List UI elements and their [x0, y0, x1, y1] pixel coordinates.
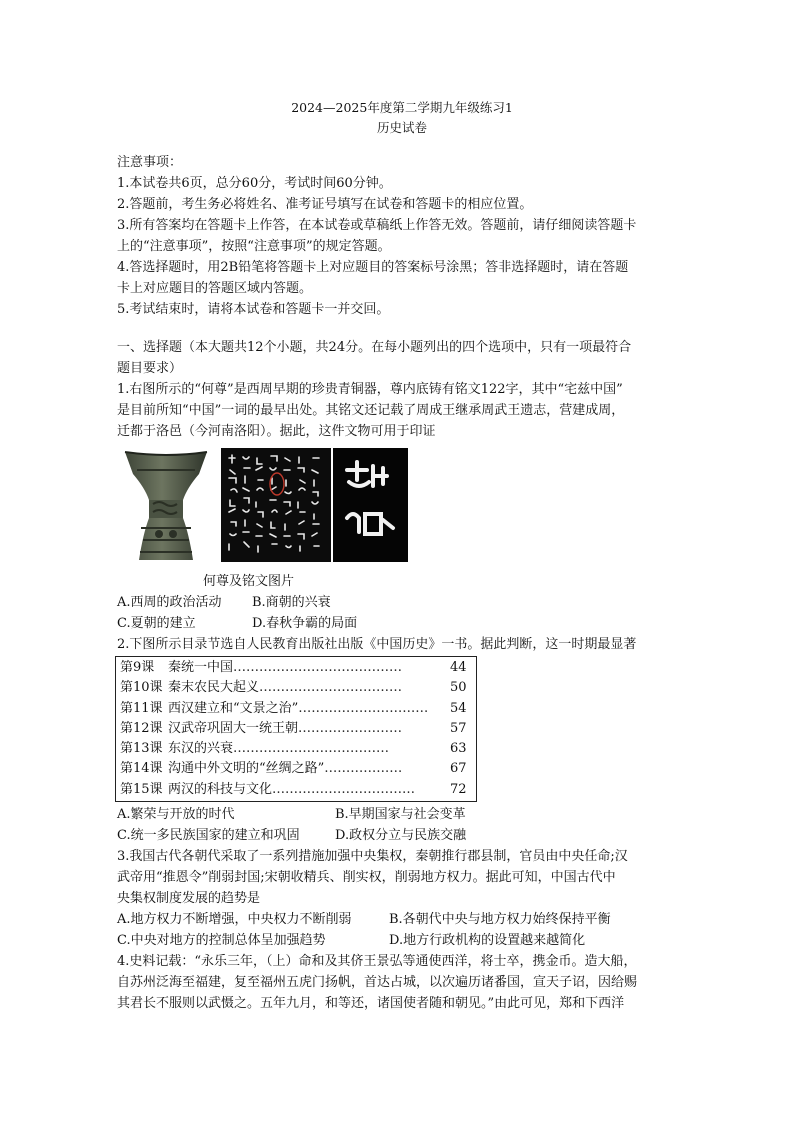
question-4-stem: 自苏州泛海至福建，复至福州五虎门扬帆，首达占城，以次遍历诸番国，宣天子诏，因给赐 [117, 975, 638, 991]
bronze-zun-vessel-image [119, 448, 213, 566]
toc-page: 54 [450, 700, 467, 716]
toc-page: 57 [450, 720, 467, 736]
toc-lesson: 第9课 [120, 660, 155, 675]
question-4-stem: 4.史料记载：“永乐三年，（上）命和及其侪王景弘等通使西洋，将士卒，携金币。造大船， [117, 954, 637, 970]
notice-section [117, 152, 687, 320]
question-3-options [117, 909, 687, 951]
option-c[interactable]: C.中央对地方的控制总体呈加强趋势 [117, 933, 326, 949]
toc-leader: …………………………… [259, 680, 403, 696]
toc-lesson: 第11课 [120, 700, 163, 716]
option-a[interactable]: A.繁荣与开放的时代 [117, 807, 235, 823]
exam-title-line2: 历史试卷 [376, 120, 427, 135]
toc-row [120, 658, 476, 678]
section1-heading-line: 一、选择题（本大题共12个小题，共24分。在每小题列出的四个选项中，只有一项最符合 [117, 340, 632, 355]
notice-line: 1.本试卷共6页，总分60分，考试时间60分钟。 [117, 176, 392, 191]
question-3-stem: 央集权制度发展的趋势是 [117, 891, 261, 907]
option-a[interactable]: A.西周的政治活动 [117, 595, 222, 610]
exam-page [117, 98, 687, 1014]
section1-heading-line: 题目要求） [117, 361, 183, 376]
option-b[interactable]: B.各朝代中央与地方权力始终保持平衡 [389, 912, 611, 928]
toc-leader: ……………………………… [233, 741, 390, 757]
toc-title: 汉武帝巩固大一统王朝 [168, 720, 299, 736]
toc-row [120, 678, 476, 698]
notice-line: 2.答题前，考生务必将姓名、准考证号填写在试卷和答题卡的相应位置。 [117, 197, 533, 212]
option-d[interactable]: D.春秋争霸的局面 [252, 616, 358, 631]
notice-line: 5.考试结束时，请将本试卷和答题卡一并交回。 [117, 302, 390, 317]
notice-line: 4.答选择题时，用2B铅笔将答题卡上对应题目的答案标号涂黑；答非选择题时，请在答题 [117, 260, 629, 275]
inscription-detail-image [333, 448, 408, 562]
toc-row [120, 780, 476, 800]
toc-leader: ………………………… [298, 700, 429, 716]
toc-leader: …………………………… [272, 781, 416, 797]
toc-page: 72 [450, 781, 467, 797]
question-1-options [117, 592, 687, 634]
question-1-stem: 1.右图所示的“何尊”是西周早期的珍贵青铜器，尊内底铸有铭文122字，其中“宅兹中国” [117, 382, 623, 397]
toc-title: 秦末农民大起义 [168, 680, 260, 696]
toc-title: 东汉的兴衰 [168, 741, 234, 757]
toc-page: 63 [450, 741, 467, 757]
option-b[interactable]: B.早期国家与社会变革 [335, 807, 466, 823]
question-1-figure-caption: 何尊及铭文图片 [203, 574, 295, 589]
notice-line: 上的“注意事项”，按照“注意事项”的规定答题。 [117, 239, 391, 254]
toc-leader: ……………… [324, 761, 403, 777]
toc-lesson: 第15课 [120, 781, 163, 797]
toc-lesson: 第10课 [120, 680, 163, 696]
toc-leader: ………………………………… [233, 660, 403, 675]
toc-lesson: 第13课 [120, 741, 163, 757]
toc-page: 67 [450, 761, 467, 777]
question-4 [117, 951, 687, 1014]
toc-row [120, 699, 476, 719]
notice-heading: 注意事项： [117, 155, 183, 170]
toc-lesson: 第14课 [120, 761, 163, 777]
question-3 [117, 846, 687, 951]
notice-line: 卡上对应题目的答题区域内答题。 [117, 281, 313, 296]
question-1-stem: 迁都于洛邑（今河南洛阳）。据此，这件文物可用于印证 [117, 424, 436, 439]
question-1-figures [117, 448, 687, 568]
question-1-stem: 是目前所知“中国”一词的最早出处。其铭文还记载了周成王继承周武王遗志，营建成周， [117, 403, 625, 418]
option-c[interactable]: C.夏朝的建立 [117, 616, 196, 631]
question-2-options [117, 804, 687, 846]
notice-line: 3.所有答案均在答题卡上作答，在本试卷或草稿纸上作答无效。答题前，请仔细阅读答题卡 [117, 218, 637, 233]
option-c[interactable]: C.统一多民族国家的建立和巩固 [117, 828, 300, 844]
toc-row [120, 719, 476, 739]
option-d[interactable]: D.地方行政机构的设置越来越简化 [389, 933, 586, 949]
table-of-contents-box [115, 656, 477, 802]
toc-page: 50 [450, 680, 467, 696]
question-3-stem: 3.我国古代各朝代采取了一系列措施加强中央集权，秦朝推行郡县制，官员由中央任命;汉 [117, 849, 628, 865]
option-d[interactable]: D.政权分立与民族交融 [335, 828, 467, 844]
question-1 [117, 379, 687, 634]
toc-title: 西汉建立和“文景之治” [168, 700, 299, 716]
toc-lesson: 第12课 [120, 720, 163, 736]
toc-leader: …………………… [298, 720, 403, 736]
toc-row [120, 759, 476, 779]
option-b[interactable]: B.商朝的兴衰 [252, 595, 331, 610]
toc-row [120, 739, 476, 759]
section1-heading [117, 337, 687, 379]
option-a[interactable]: A.地方权力不断增强，中央权力不断削弱 [117, 912, 352, 928]
question-4-stem: 其君长不服则以武慑之。五年九月，和等还，诸国使者随和朝见。”由此可见，郑和下西洋 [117, 996, 625, 1012]
toc-page: 44 [450, 660, 467, 675]
toc-title: 两汉的科技与文化 [168, 781, 273, 797]
toc-title: 秦统一中国 [168, 660, 234, 675]
question-2 [117, 634, 687, 846]
question-3-stem: 武帝用“推恩令”削弱封国;宋朝收精兵、削实权，削弱地方权力。据此可知，中国古代中 [117, 870, 616, 886]
toc-title: 沟通中外文明的“丝绸之路” [168, 761, 325, 777]
inscription-rubbing-image [221, 448, 331, 562]
exam-title-line1: 2024—2025年度第二学期九年级练习1 [291, 100, 513, 115]
question-2-stem: 2.下图所示目录节选自人民教育出版社出版《中国历史》一书。据此判断，这一时期最显著 [117, 637, 637, 652]
